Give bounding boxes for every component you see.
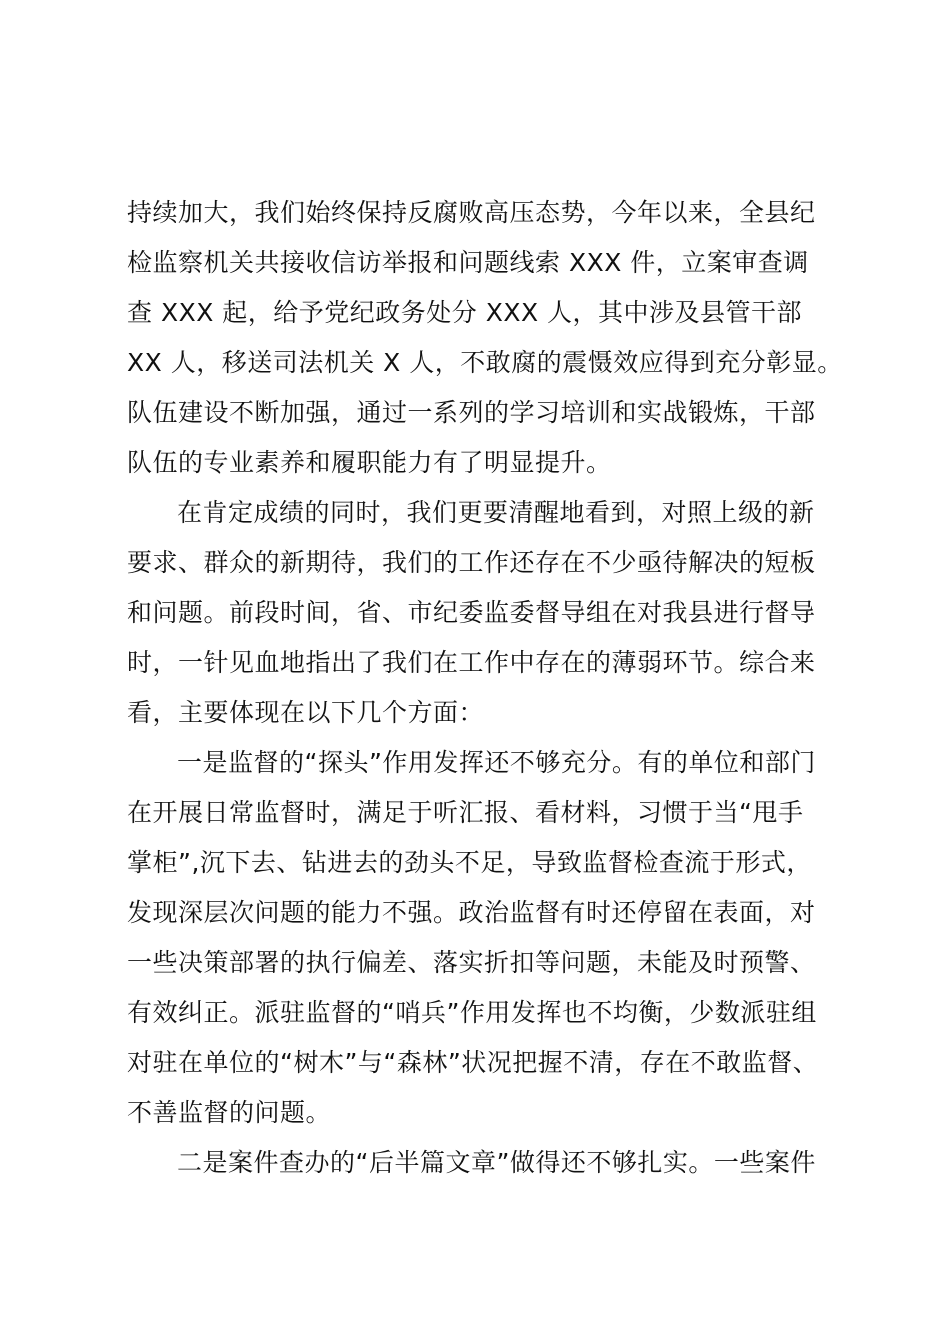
text-line: 队伍的专业素养和履职能力有了明显提升。	[127, 448, 612, 477]
text-line: 对驻在单位的“树木”与“森林”状况把握不清，存在不敢监督、	[127, 1048, 819, 1077]
document-body	[127, 188, 843, 1188]
text-line: 二是案件查办的“后半篇文章”做得还不够扎实。一些案件	[177, 1148, 816, 1177]
text-line: 在肯定成绩的同时，我们更要清醒地看到，对照上级的新	[177, 498, 815, 527]
paragraph-point-one	[127, 738, 827, 1138]
text-line: 看，主要体现在以下几个方面：	[127, 698, 485, 727]
text-line: 队伍建设不断加强，通过一系列的学习培训和实战锻炼，干部	[127, 398, 816, 427]
text-line: 持续加大，我们始终保持反腐败高压态势，今年以来，全县纪	[127, 198, 816, 227]
text-line: 掌柜”,沉下去、钻进去的劲头不足，导致监督检查流于形式，	[127, 848, 812, 877]
text-line: 在开展日常监督时，满足于听汇报、看材料，习惯于当“甩手	[127, 798, 804, 827]
text-line: XX 人，移送司法机关 X 人，不敢腐的震慑效应得到充分彰显。	[127, 348, 843, 377]
paragraph-shortcomings-intro	[127, 488, 827, 738]
text-line: 检监察机关共接收信访举报和问题线索 XXX 件，立案审查调	[127, 248, 809, 277]
text-line: 时，一针见血地指出了我们在工作中存在的薄弱环节。综合来	[127, 648, 816, 677]
text-line: 有效纠正。派驻监督的“哨兵”作用发挥也不均衡，少数派驻组	[127, 998, 817, 1027]
text-line: 不善监督的问题。	[127, 1098, 332, 1127]
text-line: 和问题。前段时间，省、市纪委监委督导组在对我县进行督导	[127, 598, 816, 627]
text-line: 查 XXX 起，给予党纪政务处分 XXX 人，其中涉及县管干部	[127, 298, 803, 327]
paragraph-achievements-continued	[127, 188, 843, 488]
text-line: 一是监督的“探头”作用发挥还不够充分。有的单位和部门	[177, 748, 816, 777]
text-line: 发现深层次问题的能力不强。政治监督有时还停留在表面，对	[127, 898, 816, 927]
text-line: 要求、群众的新期待，我们的工作还存在不少亟待解决的短板	[127, 548, 816, 577]
paragraph-point-two	[127, 1138, 827, 1188]
text-line: 一些决策部署的执行偏差、落实折扣等问题，未能及时预警、	[127, 948, 816, 977]
